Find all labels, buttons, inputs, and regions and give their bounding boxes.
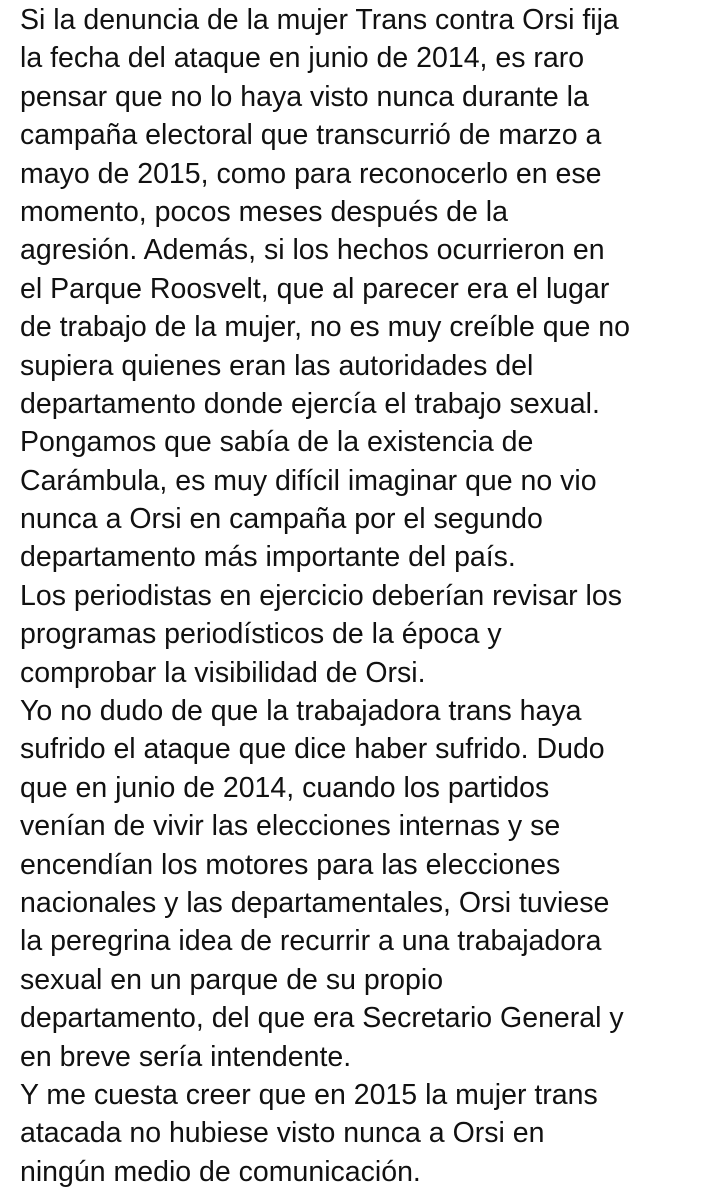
- note-text-body: [20, 0, 710, 1191]
- text-line: pensar que no lo haya visto nunca durante la: [20, 80, 589, 113]
- text-line: Pongamos que sabía de la existencia de: [20, 426, 534, 459]
- text-line: ningún medio de comunicación.: [20, 1155, 421, 1188]
- text-line: supiera quienes eran las autoridades del: [20, 349, 534, 382]
- text-line: mayo de 2015, como para reconocerlo en ese: [20, 157, 602, 190]
- text-line: Y me cuesta creer que en 2015 la mujer trans: [20, 1078, 598, 1111]
- text-line: la fecha del ataque en junio de 2014, es raro: [20, 42, 585, 75]
- text-line: Yo no dudo de que la trabajadora trans haya: [20, 695, 582, 728]
- text-line: nunca a Orsi en campaña por el segundo: [20, 503, 543, 536]
- text-line: nacionales y las departamentales, Orsi tuviese: [20, 886, 610, 919]
- text-line: Si la denuncia de la mujer Trans contra Orsi fija: [20, 4, 619, 36]
- text-line: sexual en un parque de su propio: [20, 963, 444, 996]
- text-line: campaña electoral que transcurrió de marzo a: [20, 119, 602, 152]
- text-line: departamento donde ejercía el trabajo sexual.: [20, 387, 600, 420]
- text-line: de trabajo de la mujer, no es muy creíble que no: [20, 311, 630, 344]
- text-line: el Parque Roosvelt, que al parecer era el lugar: [20, 272, 610, 305]
- text-line: encendían los motores para las elecciones: [20, 848, 561, 881]
- text-line: momento, pocos meses después de la: [20, 195, 508, 228]
- text-line: departamento, del que era Secretario General y: [20, 1002, 624, 1035]
- text-line: Los periodistas en ejercicio deberían revisar los: [20, 579, 622, 612]
- text-line: sufrido el ataque que dice haber sufrido. Dudo: [20, 733, 605, 766]
- text-line: la peregrina idea de recurrir a una trabajadora: [20, 925, 602, 958]
- text-line: agresión. Además, si los hechos ocurrieron en: [20, 234, 605, 267]
- text-line: Carámbula, es muy difícil imaginar que no vio: [20, 464, 597, 497]
- text-line: venían de vivir las elecciones internas y se: [20, 810, 561, 843]
- text-line: programas periodísticos de la época y: [20, 618, 502, 651]
- text-line: departamento más importante del país.: [20, 541, 516, 574]
- text-line: atacada no hubiese visto nunca a Orsi en: [20, 1117, 545, 1150]
- text-line: en breve sería intendente.: [20, 1040, 352, 1073]
- text-line: comprobar la visibilidad de Orsi.: [20, 656, 426, 689]
- text-line: que en junio de 2014, cuando los partidos: [20, 771, 550, 804]
